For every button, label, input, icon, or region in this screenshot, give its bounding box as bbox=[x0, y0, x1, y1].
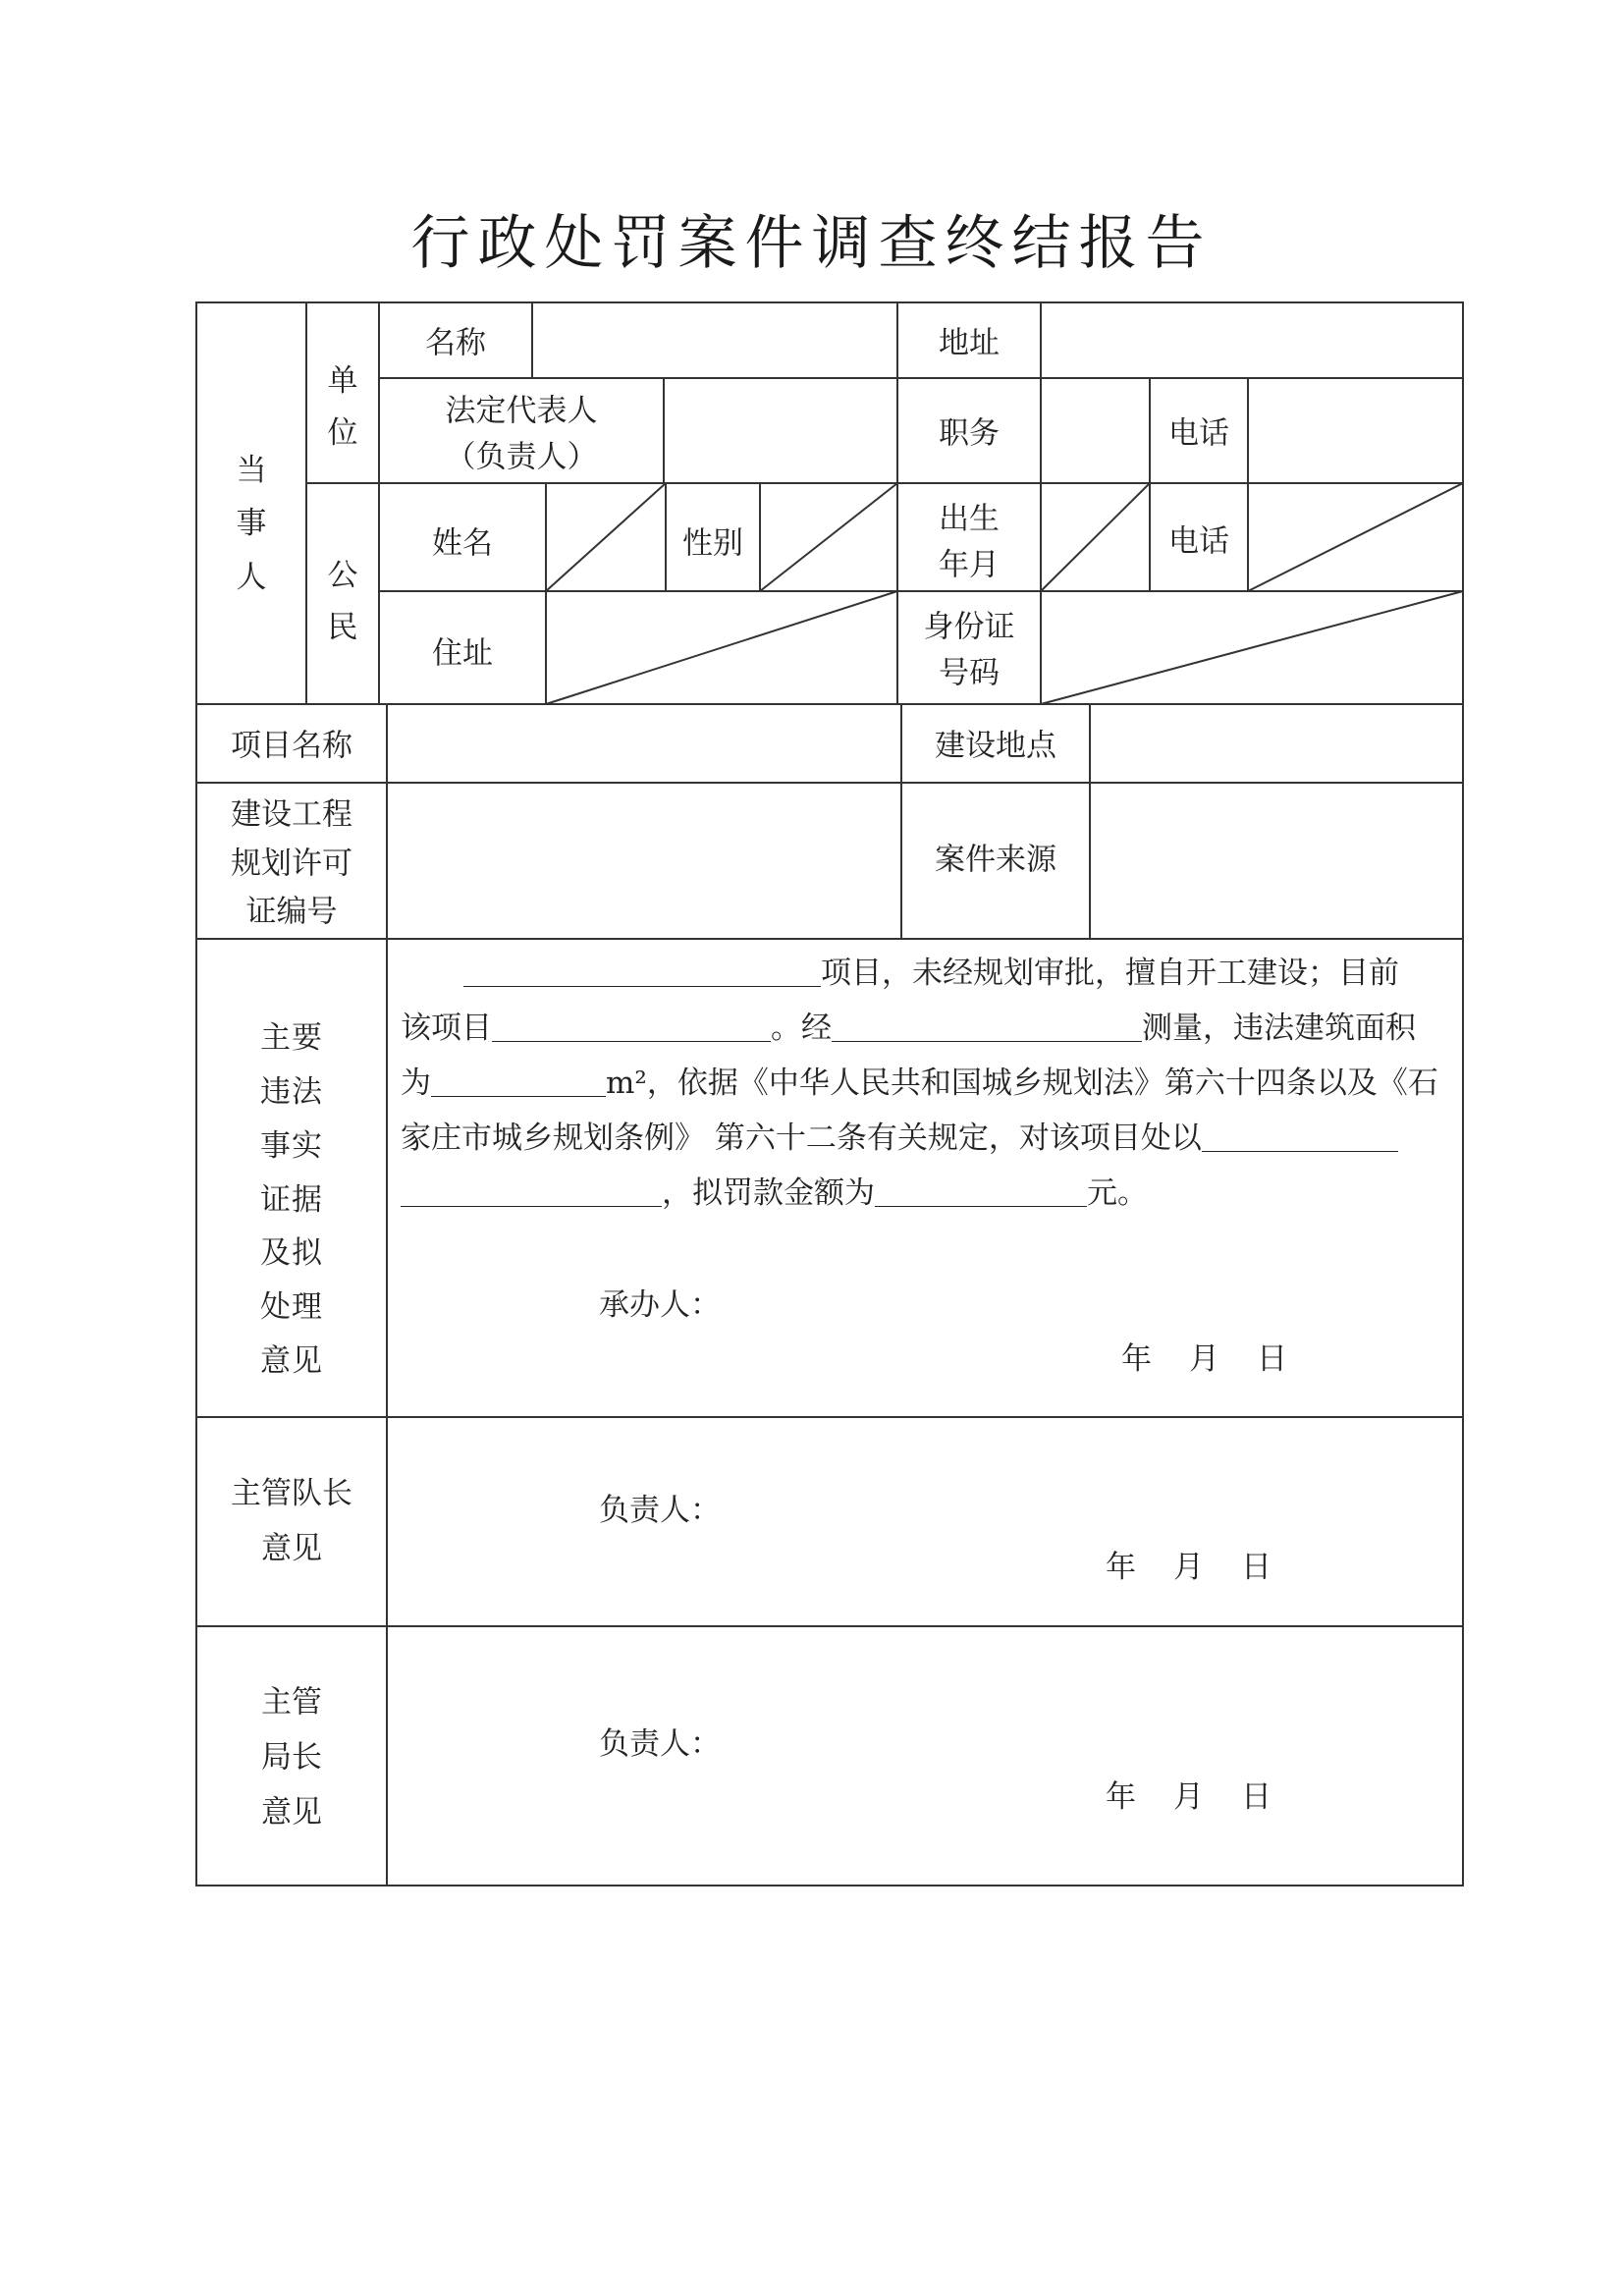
citizen-birth-label: 出生 年月 bbox=[939, 501, 1000, 582]
case-source-label: 案件来源 bbox=[935, 842, 1056, 878]
facts-line-1-text: 项目，未经规划审批，擅自开工建设；目前 bbox=[821, 956, 1399, 991]
citizen-gender-label: 性别 bbox=[682, 525, 743, 562]
project-blank[interactable] bbox=[463, 957, 821, 987]
captain-date-day: 日 bbox=[1241, 1550, 1271, 1585]
unit-phone-label: 电话 bbox=[1168, 415, 1229, 452]
captain-date bbox=[1106, 1542, 1271, 1586]
residence-cell-diagonal bbox=[546, 591, 897, 704]
facts-line-3-b: m²，依据《中华人民共和国城乡规划法》第六十四条以及《石 bbox=[606, 1066, 1438, 1101]
director-date-day: 日 bbox=[1241, 1779, 1271, 1815]
captain-opinion-label: 主管队长 意见 bbox=[231, 1476, 352, 1566]
citizen-phone-label: 电话 bbox=[1168, 523, 1229, 560]
facts-line-3 bbox=[401, 1066, 1438, 1099]
legal-rep-label: 法定代表人 （负责人） bbox=[445, 393, 598, 474]
name-cell-diagonal bbox=[546, 483, 666, 591]
captain-signer-label: 负责人： bbox=[599, 1493, 721, 1528]
facts-label-text: 主要违法事实证据及拟处理意见 bbox=[260, 1020, 323, 1380]
fine-amount-blank[interactable] bbox=[875, 1176, 1087, 1207]
facts-line-2-b: 。经 bbox=[771, 1011, 832, 1046]
director-date-month: 月 bbox=[1173, 1779, 1204, 1815]
facts-line-1 bbox=[463, 957, 1399, 989]
facts-line-2-c: 测量，违法建筑面积 bbox=[1142, 1011, 1416, 1046]
facts-line-3-a: 为 bbox=[401, 1066, 431, 1101]
project-status-blank[interactable] bbox=[492, 1011, 771, 1042]
unit-address-label: 地址 bbox=[939, 325, 1000, 361]
citizen-label bbox=[327, 550, 358, 653]
citizen-name-label: 姓名 bbox=[432, 525, 493, 562]
unit-label-text: 单位 bbox=[327, 363, 358, 451]
unit-position-label: 职务 bbox=[939, 415, 1000, 452]
permit-number-label: 建设工程 规划许可 证编号 bbox=[231, 796, 352, 930]
party-label bbox=[236, 444, 267, 604]
facts-line-4 bbox=[401, 1121, 1398, 1154]
director-opinion-label: 主管 局长 意见 bbox=[261, 1684, 322, 1830]
facts-line-4-a: 家庄市城乡规划条例》 第六十二条有关规定，对该项目处以 bbox=[401, 1121, 1202, 1156]
director-date-year: 年 bbox=[1106, 1779, 1136, 1815]
birth-cell-diagonal bbox=[1041, 483, 1150, 591]
document-title: 行政处罚案件调查终结报告 bbox=[410, 209, 1213, 278]
facts-line-2-a: 该项目 bbox=[401, 1011, 492, 1046]
facts-line-2 bbox=[401, 1011, 1416, 1044]
handler-label: 承办人： bbox=[599, 1287, 721, 1323]
area-blank[interactable] bbox=[431, 1066, 606, 1097]
facts-label bbox=[260, 1011, 323, 1389]
facts-date-month: 月 bbox=[1189, 1341, 1219, 1377]
facts-date-year: 年 bbox=[1121, 1341, 1152, 1377]
id-cell-diagonal bbox=[1041, 591, 1463, 704]
phone-cell-diagonal bbox=[1248, 483, 1463, 591]
citizen-id-label: 身份证 号码 bbox=[923, 609, 1015, 690]
penalty-blank[interactable] bbox=[1202, 1121, 1398, 1152]
gender-cell-diagonal bbox=[760, 483, 897, 591]
party-label-text: 当事人 bbox=[236, 453, 267, 595]
construction-location-label: 建设地点 bbox=[935, 728, 1056, 764]
facts-date-day: 日 bbox=[1257, 1341, 1287, 1377]
director-signer-label: 负责人： bbox=[599, 1726, 721, 1762]
facts-date bbox=[1121, 1334, 1287, 1378]
project-name-label: 项目名称 bbox=[231, 728, 352, 764]
unit-name-label: 名称 bbox=[425, 325, 486, 361]
surveyor-blank[interactable] bbox=[832, 1011, 1142, 1042]
captain-date-month: 月 bbox=[1173, 1550, 1204, 1585]
unit-label bbox=[327, 355, 358, 459]
director-date bbox=[1106, 1772, 1271, 1816]
facts-line-5-a: ，拟罚款金额为 bbox=[662, 1175, 875, 1211]
citizen-label-text: 公民 bbox=[327, 558, 358, 645]
facts-line-5 bbox=[401, 1176, 1148, 1209]
penalty-continued-blank[interactable] bbox=[401, 1176, 662, 1207]
citizen-residence-label: 住址 bbox=[432, 635, 493, 672]
captain-date-year: 年 bbox=[1106, 1550, 1136, 1585]
facts-line-5-b: 元。 bbox=[1087, 1175, 1148, 1211]
